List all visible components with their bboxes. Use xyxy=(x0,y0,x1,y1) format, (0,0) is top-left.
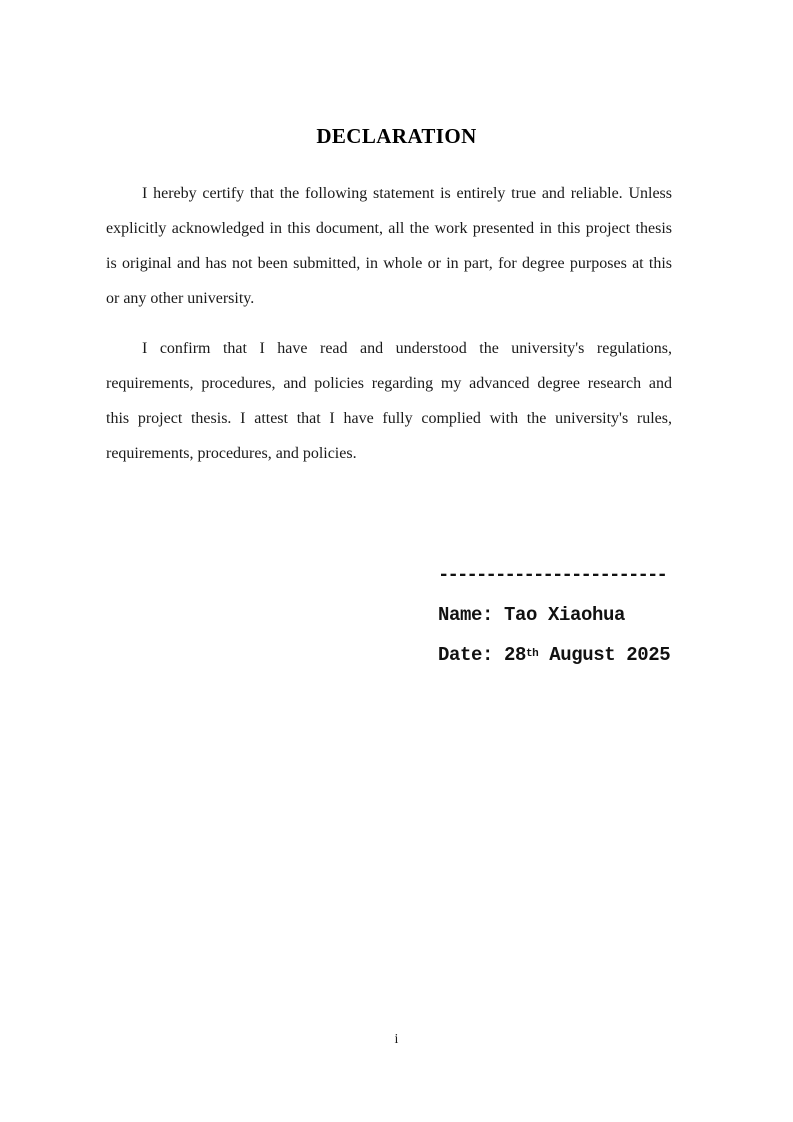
page-title: DECLARATION xyxy=(316,124,477,148)
signature-date-prefix: Date: 28 xyxy=(438,644,527,666)
text-line: I hereby certify that the following statement is entirely true and reliable. Unless xyxy=(142,185,672,202)
text-line: I confirm that I have read and understood the university's regulations, xyxy=(142,340,672,357)
page-number: i xyxy=(394,1032,399,1047)
text-line: is original and has not been submitted, in whole or in part, for degree purposes at this xyxy=(106,255,672,272)
signature-date xyxy=(438,635,670,675)
text-line: requirements, procedures, and policies regarding my advanced degree research and xyxy=(106,375,672,392)
signature-block xyxy=(438,555,670,675)
signature-date-suffix: August 2025 xyxy=(538,644,671,666)
signature-name: Name: Tao Xiaohua xyxy=(438,604,626,626)
text-line: or any other university. xyxy=(106,290,255,307)
text-line: explicitly acknowledged in this document, all the work presented in this project thesis xyxy=(106,220,672,237)
signature-rule: ------------------------ xyxy=(438,564,667,586)
declaration-paragraph-2 xyxy=(106,331,672,471)
signature-date-ordinal: th xyxy=(526,648,539,660)
text-line: this project thesis. I attest that I have fully complied with the university's rules, xyxy=(106,410,672,427)
text-line: requirements, procedures, and policies. xyxy=(106,445,357,462)
declaration-paragraph-1 xyxy=(106,176,672,316)
